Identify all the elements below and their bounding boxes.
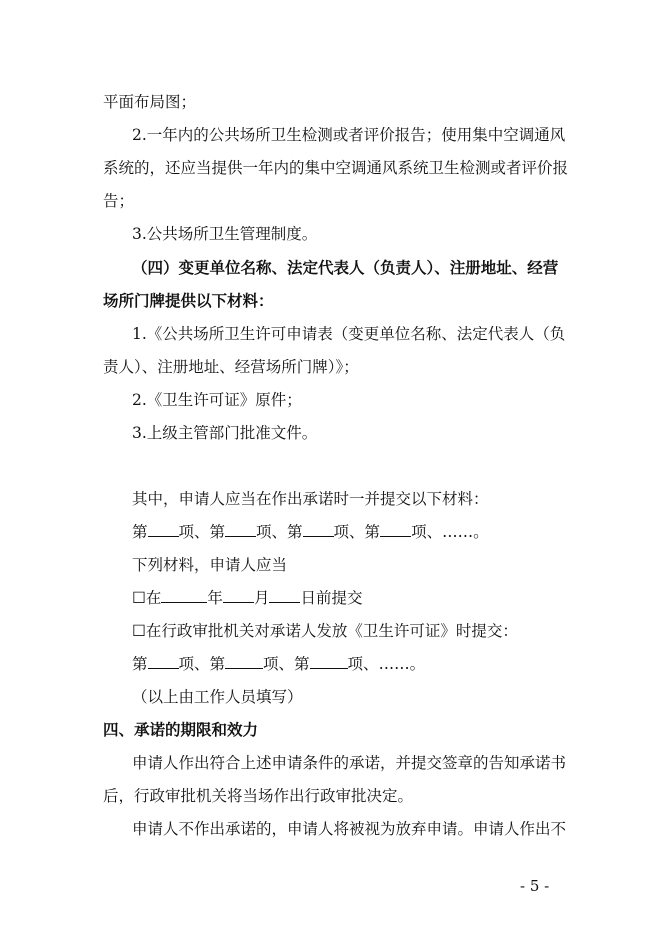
day-blank[interactable]: [269, 588, 300, 603]
date-submit-line: [132, 588, 362, 608]
text-line: 申请人不作出承诺的，申请人将被视为放弃申请。申请人作出不: [132, 820, 567, 838]
checkbox-icon[interactable]: ☐: [132, 589, 146, 607]
item-number-blank[interactable]: [303, 522, 334, 537]
label: 项、: [411, 523, 443, 541]
label: 项、第: [178, 523, 226, 541]
label: 项、第: [263, 655, 310, 673]
label: 月: [253, 589, 270, 607]
text-line: 责人）、注册地址、经营场所门牌）》；: [103, 358, 359, 376]
section-heading: 四、承诺的期限和效力: [103, 720, 259, 739]
text-line: 下列材料，申请人应当: [132, 556, 288, 574]
month-blank[interactable]: [223, 588, 254, 603]
label: 年: [207, 589, 223, 607]
label: 在行政审批机关对承诺人发放《卫生许可证》时提交：: [145, 622, 518, 640]
label: 项、第: [256, 523, 303, 541]
text-line: 1.《公共场所卫生许可申请表（变更单位名称、法定代表人（负: [132, 325, 566, 343]
form-intro: 其中，申请人应当在作出承诺时一并提交以下材料：: [132, 490, 489, 508]
item-number-blank[interactable]: [225, 654, 263, 669]
item-number-line: [132, 654, 425, 674]
text-line: 申请人作出符合上述申请条件的承诺，并提交签章的告知承诺书: [132, 754, 567, 772]
item-number-blank[interactable]: [310, 654, 348, 669]
label: 第: [132, 655, 148, 673]
subheading: 场所门牌提供以下材料：: [103, 291, 274, 310]
text-line: 系统的，还应当提供一年内的集中空调通风系统卫生检测或者评价报: [103, 159, 569, 177]
label: 项、第: [333, 523, 381, 541]
item-number-line: [132, 522, 489, 542]
text-line: 告；: [103, 192, 135, 210]
item-number-blank[interactable]: [148, 522, 179, 537]
page-number: - 5 -: [520, 877, 550, 895]
text-line: 2.《卫生许可证》原件；: [132, 391, 302, 409]
cert-submit-line: [132, 621, 518, 641]
text-line: 3.公共场所卫生管理制度。: [132, 225, 318, 243]
label: ……。: [442, 523, 489, 541]
label: 第: [132, 523, 148, 541]
label: 项、: [347, 655, 379, 673]
label: ……。: [378, 655, 426, 673]
text-line: 后，行政审批机关将当场作出行政审批决定。: [103, 787, 414, 805]
label: 项、第: [178, 655, 226, 673]
item-number-blank[interactable]: [380, 522, 411, 537]
text-line: 平面布局图；: [103, 93, 197, 111]
item-number-blank[interactable]: [225, 522, 256, 537]
year-blank[interactable]: [161, 588, 207, 603]
text-line: 3.上级主管部门批准文件。: [132, 424, 318, 442]
item-number-blank[interactable]: [148, 654, 179, 669]
text-line: 2.一年内的公共场所卫生检测或者评价报告；使用集中空调通风: [132, 126, 566, 144]
label: 在: [145, 589, 162, 607]
checkbox-icon[interactable]: ☐: [132, 622, 146, 640]
label: 日前提交: [300, 589, 363, 607]
subheading: （四）变更单位名称、法定代表人（负责人）、注册地址、经营: [132, 258, 559, 277]
staff-note: （以上由工作人员填写）: [132, 688, 303, 706]
